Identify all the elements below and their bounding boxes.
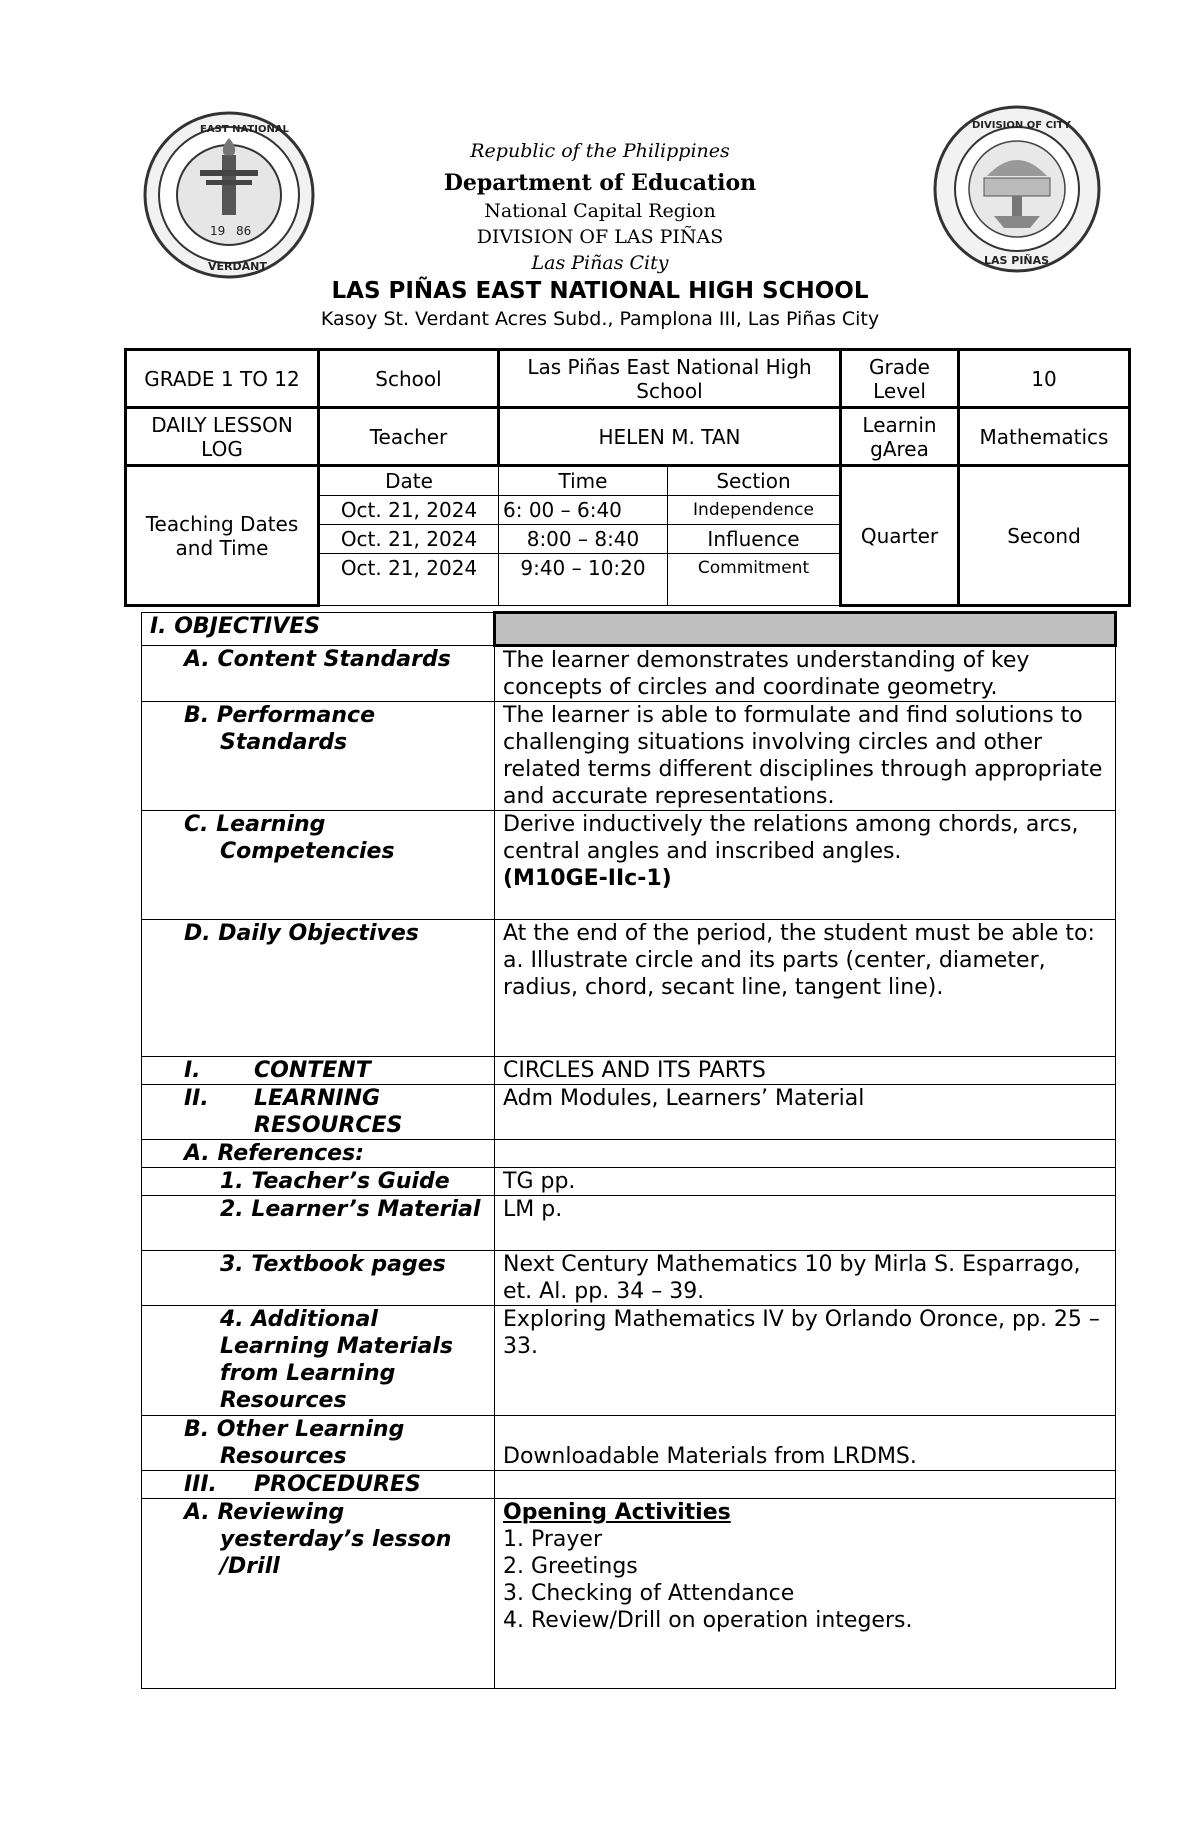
learners-material-value: LM p. (495, 1196, 1116, 1251)
grade-label: GRADE 1 TO 12 (126, 350, 319, 408)
competencies-text: Derive inductively the relations among chords, arcs, central angles and inscribed angles. (503, 812, 1079, 864)
list-item: 2. Greetings (503, 1554, 638, 1579)
textbook-value: Next Century Mathematics 10 by Mirla S. Esparrago, et. Al. pp. 34 – 39. (495, 1251, 1116, 1306)
references-value (495, 1140, 1116, 1168)
teachers-guide-value: TG pp. (495, 1168, 1116, 1196)
schedule-section: Independence (668, 496, 841, 525)
learners-material-label: 2. Learner’s Material (142, 1196, 495, 1251)
svg-text:19: 19 (210, 224, 226, 238)
competency-code: (M10GE-IIc-1) (503, 866, 672, 891)
content-label: I. CONTENT (142, 1057, 495, 1085)
performance-standards-value: The learner is able to formulate and find solutions to challenging situations involving circles and other related terms different disciplines through appropriate and accurate representations. (495, 702, 1116, 811)
list-item: 1. Prayer (503, 1527, 602, 1552)
list-item: 3. Checking of Attendance (503, 1581, 795, 1606)
schedule-date: Oct. 21, 2024 (319, 554, 499, 606)
svg-text:DIVISION OF CITY: DIVISION OF CITY (972, 120, 1071, 131)
schedule-time: 8:00 – 8:40 (499, 525, 668, 554)
resources-label: II. LEARNING RESOURCES (142, 1085, 495, 1140)
additional-materials-value: Exploring Mathematics IV by Orlando Oronce, pp. 25 – 33. (495, 1306, 1116, 1416)
division-line: DIVISION OF LAS PIÑAS (476, 226, 724, 248)
schedule-time: 6: 00 – 6:40 (499, 496, 668, 525)
learning-area-label: Learnin gArea (841, 408, 959, 466)
other-resources-value: Downloadable Materials from LRDMS. (495, 1416, 1116, 1471)
objectives-shaded-cell (495, 613, 1116, 646)
school-label: School (319, 350, 499, 408)
schedule-date: Oct. 21, 2024 (319, 525, 499, 554)
content-standards-label: A. Content Standards (142, 646, 495, 702)
textbook-label: 3. Textbook pages (142, 1251, 495, 1306)
school-value: Las Piñas East National High School (499, 350, 841, 408)
teacher-value: HELEN M. TAN (499, 408, 841, 466)
schedule-section: Influence (668, 525, 841, 554)
grade-level-value: 10 (959, 350, 1130, 408)
department-title: Department of Education (443, 170, 757, 196)
city-line: Las Piñas City (531, 252, 669, 274)
schedule-section: Commitment (668, 554, 841, 606)
reviewing-label: A. Reviewing yesterday’s lesson /Drill (142, 1499, 495, 1689)
content-value: CIRCLES AND ITS PARTS (495, 1057, 1116, 1085)
school-address: Kasoy St. Verdant Acres Subd., Pamplona III, Las Piñas City (320, 308, 880, 330)
info-table (124, 348, 1131, 607)
content-standards-value: The learner demonstrates understanding of key concepts of circles and coordinate geometry. (495, 646, 1116, 702)
procedures-label: III. PROCEDURES (142, 1471, 495, 1499)
dll-label: DAILY LESSON LOG (126, 408, 319, 466)
schedule-date: Oct. 21, 2024 (319, 496, 499, 525)
competencies-label: C. Learning Competencies (142, 811, 495, 920)
daily-objectives-intro: At the end of the period, the student must be able to: (503, 921, 1095, 946)
svg-text:EAST NATIONAL: EAST NATIONAL (200, 124, 289, 135)
objectives-title: I. OBJECTIVES (142, 613, 495, 646)
opening-activities (495, 1499, 1116, 1689)
date-header: Date (319, 466, 499, 496)
region-line: National Capital Region (484, 200, 716, 222)
procedures-value (495, 1471, 1116, 1499)
other-resources-label: B. Other Learning Resources (142, 1416, 495, 1471)
dates-label: Teaching Dates and Time (126, 466, 319, 606)
teacher-label: Teacher (319, 408, 499, 466)
list-item: 4. Review/Drill on operation integers. (503, 1608, 913, 1633)
daily-objectives-item: a. Illustrate circle and its parts (center, diameter, radius, chord, secant line, tangent line). (503, 948, 1046, 1000)
daily-objectives-label: D. Daily Objectives (142, 920, 495, 1057)
daily-objectives-value (495, 920, 1116, 1057)
svg-text:LAS PIÑAS: LAS PIÑAS (984, 254, 1050, 267)
grade-level-label: Grade Level (841, 350, 959, 408)
quarter-label: Quarter (841, 466, 959, 606)
performance-standards-label: B. Performance Standards (142, 702, 495, 811)
quarter-value: Second (959, 466, 1130, 606)
competencies-value (495, 811, 1116, 920)
schedule-time: 9:40 – 10:20 (499, 554, 668, 606)
learning-area-value: Mathematics (959, 408, 1130, 466)
opening-title: Opening Activities (503, 1500, 731, 1525)
section-header: Section (668, 466, 841, 496)
time-header: Time (499, 466, 668, 496)
lesson-table (141, 611, 1117, 1689)
republic-line: Republic of the Philippines (470, 140, 730, 162)
additional-materials-label: 4. Additional Learning Materials from Learning Resources (142, 1306, 495, 1416)
school-name: LAS PIÑAS EAST NATIONAL HIGH SCHOOL (331, 278, 869, 304)
teachers-guide-label: 1. Teacher’s Guide (142, 1168, 495, 1196)
resources-value: Adm Modules, Learners’ Material (495, 1085, 1116, 1140)
svg-text:86: 86 (236, 224, 252, 238)
svg-text:VERDANT: VERDANT (208, 260, 267, 273)
references-label: A. References: (142, 1140, 495, 1168)
